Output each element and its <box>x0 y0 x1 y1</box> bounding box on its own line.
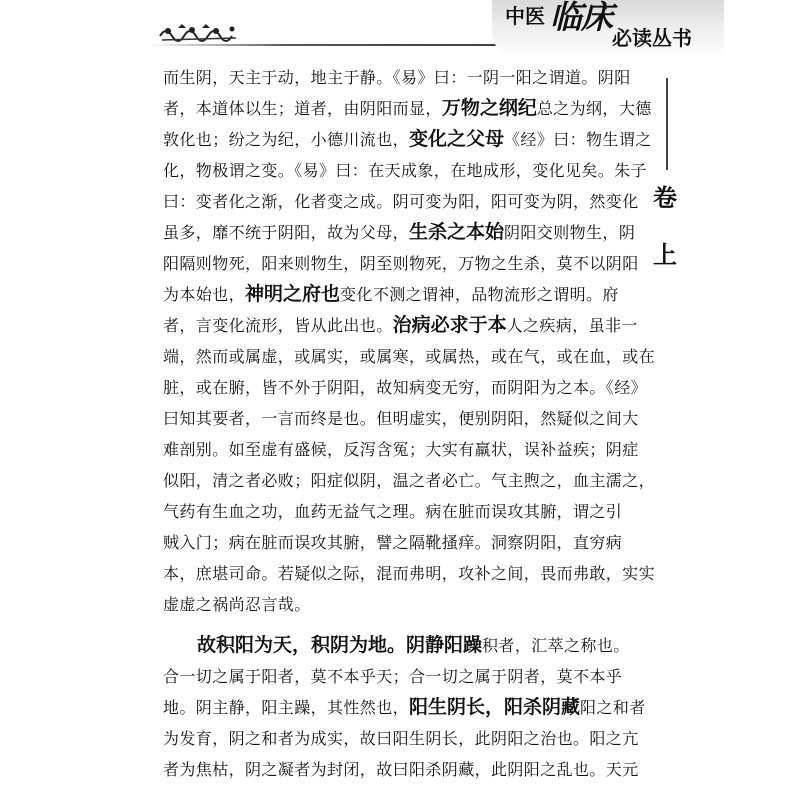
text-line <box>163 341 656 372</box>
emphasized-text: 神明之府也 <box>245 283 341 305</box>
series-suffix: 必读丛书 <box>612 26 692 50</box>
text-span: 合一切之属于阳者，莫不本乎天；合一切之属于阴者，莫不本乎 <box>163 667 623 686</box>
text-line <box>163 403 643 434</box>
text-line <box>163 124 652 155</box>
emphasized-text: 变化之父母 <box>409 128 505 150</box>
text-line <box>163 279 643 310</box>
emphasized-text: 万物之纲纪 <box>441 97 537 119</box>
text-span: 者，本道体以生；道者，由阴阳而显， <box>163 99 442 118</box>
text-line <box>163 186 643 217</box>
text-span: 脏，或在腑，皆不外于阴阳，故知病变无穷，而阴阳为之本。《经》 <box>163 378 648 397</box>
text-line <box>163 310 643 341</box>
text-span: 为本始也， <box>163 285 246 304</box>
text-span: 地。阴主静，阳主躁，其性然也， <box>163 698 410 717</box>
text-line <box>163 372 648 403</box>
text-line <box>163 558 656 589</box>
volume-char-1: 卷 <box>653 184 677 212</box>
series-prefix: 中医 <box>505 4 545 28</box>
text-span: 《经》曰：物生谓之 <box>504 130 652 149</box>
floral-border-ornament-icon <box>158 22 240 44</box>
paragraph-gap <box>163 620 643 630</box>
paragraph-1 <box>163 62 656 620</box>
text-line <box>163 723 643 754</box>
text-line <box>163 217 643 248</box>
text-span: 阴阳交则物生，阴 <box>504 223 636 242</box>
text-line <box>163 630 643 661</box>
emphasized-text: 治病必求于本 <box>392 314 507 336</box>
emphasized-text: 生杀之本始 <box>409 221 505 243</box>
series-main: 临床 <box>550 0 613 36</box>
text-span: 端，然而或属虚，或属实，或属寒，或属热，或在气，或在血，或在 <box>163 347 656 366</box>
emphasized-text: 阴静阳躁 <box>406 634 483 656</box>
text-span: 者为焦枯，阴之凝者为封闭，故曰阳杀阴藏，此阴阳之乱也。天元 <box>163 760 639 779</box>
text-span: 化，物极谓之变。《易》曰：在天成象，在地成形，变化见矣。朱子 <box>163 161 648 180</box>
text-span: 曰：变者化之渐，化者变之成。阴可变为阳，阳可变为阴，然变化 <box>163 192 639 211</box>
text-span: 虚虚之祸尚忍言哉。 <box>163 595 311 614</box>
margin-rule <box>666 78 668 170</box>
page-body <box>163 62 656 785</box>
text-span: 气药有生血之功，血药无益气之理。病在脏而误攻其腑，谓之引 <box>163 502 623 521</box>
text-line <box>163 496 643 527</box>
text-span: 变化不测之谓神，品物流形之谓明。府 <box>340 285 619 304</box>
paragraph-2 <box>163 630 646 785</box>
text-line <box>163 465 656 496</box>
text-span: 贼入门；病在脏而误攻其腑，譬之隔靴搔痒。洞察阴阳，直穷病 <box>163 533 623 552</box>
text-line <box>163 661 643 692</box>
emphasized-text: 故积阳为天，积阴为地。 <box>197 634 407 656</box>
text-span: 敦化也；纷之为纪，小德川流也， <box>163 130 410 149</box>
text-line <box>163 93 652 124</box>
text-span: 总之为纲，大德 <box>536 99 652 118</box>
text-line <box>163 589 643 620</box>
text-span: 人之疾病，虽非一 <box>506 316 638 335</box>
text-span: 难剖别。如至虚有盛候，反泻含冤；大实有羸状，误补益疾；阴症 <box>163 440 639 459</box>
text-span: 积者，汇萃之称也。 <box>482 636 630 655</box>
text-span: 阳之和者 <box>580 698 646 717</box>
text-span: 虽多，靡不统于阴阳，故为父母， <box>163 223 410 242</box>
text-span: 阳隔则物死，阳来则物生，阴至则物死，万物之生杀，莫不以阴阳 <box>163 254 639 273</box>
text-span: 为发育，阴之和者为成实，故曰阳生阴长，此阴阳之治也。阳之亢 <box>163 729 639 748</box>
text-span: 似阳，清之者必败；阳症似阴，温之者必亡。气主煦之，血主濡之， <box>163 471 656 490</box>
text-span: 本，庶堪司命。若疑似之际，混而弗明，攻补之间，畏而弗敢，实实 <box>163 564 656 583</box>
text-line <box>163 248 643 279</box>
text-line <box>163 62 643 93</box>
emphasized-text: 阳生阴长，阳杀阴藏 <box>409 696 581 718</box>
text-span: 曰知其要者，一言而终是也。但明虚实，便别阴阳，然疑似之间大 <box>163 409 639 428</box>
text-span: 而生阴，天主于动，地主于静。《易》曰：一阴一阳之谓道。阴阳 <box>163 68 631 87</box>
text-line <box>163 754 643 785</box>
text-line <box>163 434 643 465</box>
text-line <box>163 155 648 186</box>
text-line <box>163 692 646 723</box>
text-span: 者，言变化流形，皆从此出也。 <box>163 316 393 335</box>
volume-char-2: 上 <box>653 241 677 269</box>
text-line <box>163 527 643 558</box>
